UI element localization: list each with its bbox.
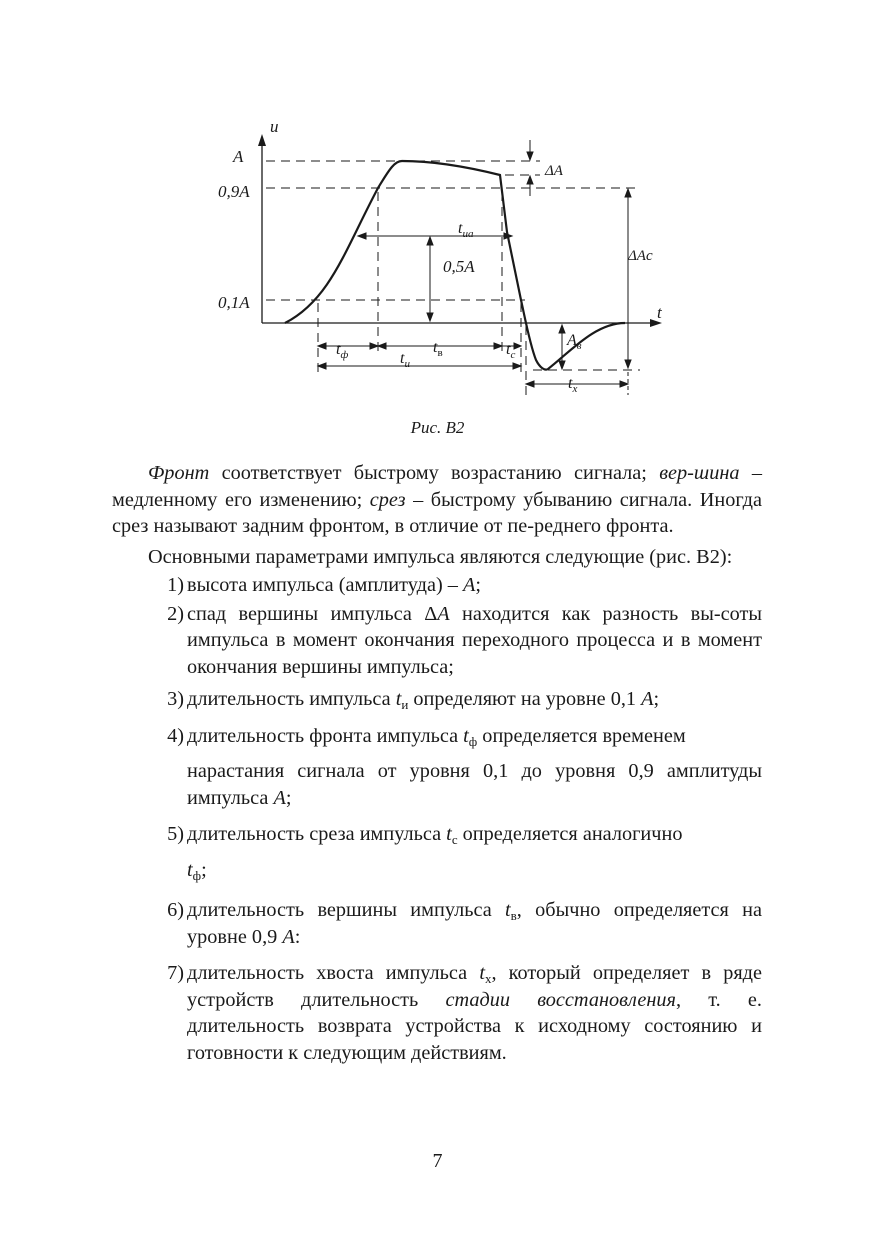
label-dA: ΔA: [545, 163, 563, 179]
paragraph-1: Фронт соответствует быстрому возрастанию сигнала; вер-шина – медленному его изменению; срез – быстрому убыванию сигнала. Иногда срез называют задним фронтом, в отличие от пе-реднего фронта.: [112, 462, 762, 537]
label-A: A: [233, 147, 244, 166]
t-axis-label: t: [657, 303, 662, 322]
list-item-2: 2) спад вершины импульса ΔA находится как разность вы-соты импульса в момент окончания переходного процесса и в момент окончания вершины импульса;: [167, 602, 762, 678]
label-09A: 0,9A: [218, 182, 250, 201]
label-01A: 0,1A: [218, 293, 250, 312]
list-item-1: 1) высота импульса (амплитуда) – A;: [167, 574, 482, 596]
page-number: 7: [432, 1150, 443, 1172]
label-tia: $t_{иа}$: [458, 220, 474, 240]
label-05A: 0,5A: [443, 257, 475, 276]
list-item-5: 5) длительность среза импульса $t_с$ определяется аналогично $t_ф$;: [167, 823, 683, 883]
label-tx: $t_x$: [568, 375, 578, 395]
label-tf: $t_ф$: [336, 341, 349, 361]
list-item-4: 4) длительность фронта импульса $t_ф$ определяется временем нарастания сигнала от уровня 0,1 до уровня 0,9 амплитуды импульса A;: [167, 724, 762, 809]
label-Av: $A_в$: [567, 332, 582, 352]
list-item-7: 7) длительность хвоста импульса $t_x$, который определяет в ряде устройств длительность стадии восстановления, т. е. длительность возврата устройства к исходному состоянию и готовности к следующим действиям.: [167, 962, 762, 1064]
list-item-3: 3) длительность импульса $t_и$ определяют на уровне 0,1 A;: [167, 688, 660, 712]
label-tv: $t_в$: [433, 339, 443, 359]
u-axis-label: u: [270, 117, 279, 136]
label-dAc: ΔAc: [628, 248, 653, 264]
u-axis-arrow: [258, 134, 266, 146]
label-ti: $t_и$: [400, 350, 410, 370]
paragraph-2: Основными параметрами импульса являются следующие (рис. В2):: [148, 545, 733, 568]
pulse-diagram: [0, 100, 875, 410]
body-text: [112, 460, 762, 1066]
list-item-6: 6) длительность вершины импульса $t_в$, обычно определяется на уровне 0,9 A:: [167, 899, 762, 948]
label-tc: $t_с$: [506, 341, 516, 361]
figure-caption: Рис. В2: [410, 418, 465, 437]
